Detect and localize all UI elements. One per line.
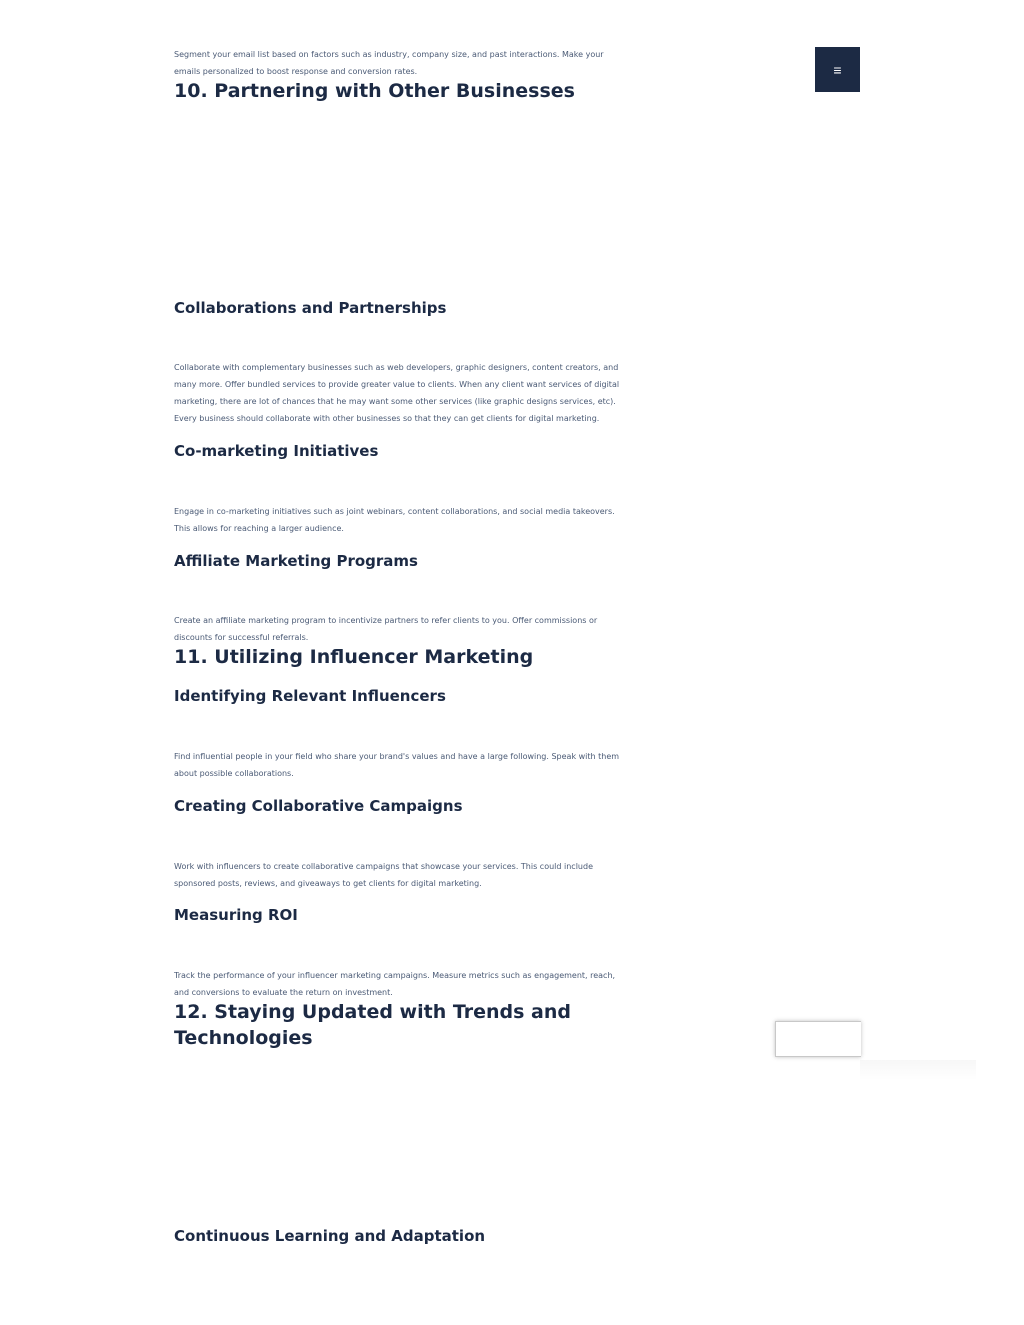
heading-affiliate: Affiliate Marketing Programs xyxy=(174,552,418,570)
hamburger-menu-icon: ≡ xyxy=(833,61,842,78)
widget-shadow xyxy=(860,1060,976,1080)
heading-collaborations: Collaborations and Partnerships xyxy=(174,299,447,317)
menu-button[interactable] xyxy=(815,47,860,92)
heading-influencer: 11. Utilizing Influencer Marketing xyxy=(174,646,534,668)
heading-measuring-roi: Measuring ROI xyxy=(174,906,298,924)
paragraph-affiliate: Create an affiliate marketing program to incentivize partners to refer clients to you. Offer commissions or discounts for successful referrals. xyxy=(174,616,598,642)
paragraph-co-marketing: Engage in co-marketing initiatives such as joint webinars, content collaborations, and social media takeovers. This allows for reaching a larger audience. xyxy=(174,507,615,533)
heading-partnering: 10. Partnering with Other Businesses xyxy=(174,80,575,102)
paragraph-email-segmentation: Segment your email list based on factors such as industry, company size, and past interactions. Make your emails personalized to boost response and conversion rates. xyxy=(174,50,604,76)
heading-co-marketing: Co-marketing Initiatives xyxy=(174,442,379,460)
heading-trends: 12. Staying Updated with Trends and Technologies xyxy=(174,1001,571,1049)
paragraph-collaborations: Collaborate with complementary businesses such as web developers, graphic designers, content creators, and many more. Offer bundled services to provide greater value to clients. When any client want services of digital marketing, there are lot of chances that he may want some other services (like graphic designs services, etc). Every business should collaborate with other businesses so that they can get clients for digital marketing. xyxy=(174,363,620,423)
floating-widget[interactable] xyxy=(775,1021,861,1057)
heading-identifying-influencers: Identifying Relevant Influencers xyxy=(174,687,446,705)
heading-collaborative-campaigns: Creating Collaborative Campaigns xyxy=(174,797,463,815)
paragraph-collaborative-campaigns: Work with influencers to create collaborative campaigns that showcase your services. This could include sponsored posts, reviews, and giveaways to get clients for digital marketing. xyxy=(174,862,593,888)
paragraph-identifying-influencers: Find influential people in your field who share your brand's values and have a large following. Speak with them about possible collaborations. xyxy=(174,752,620,778)
paragraph-measuring-roi: Track the performance of your influencer marketing campaigns. Measure metrics such as engagement, reach, and conversions to evaluate the return on investment. xyxy=(174,971,616,997)
heading-continuous-learning: Continuous Learning and Adaptation xyxy=(174,1227,486,1245)
